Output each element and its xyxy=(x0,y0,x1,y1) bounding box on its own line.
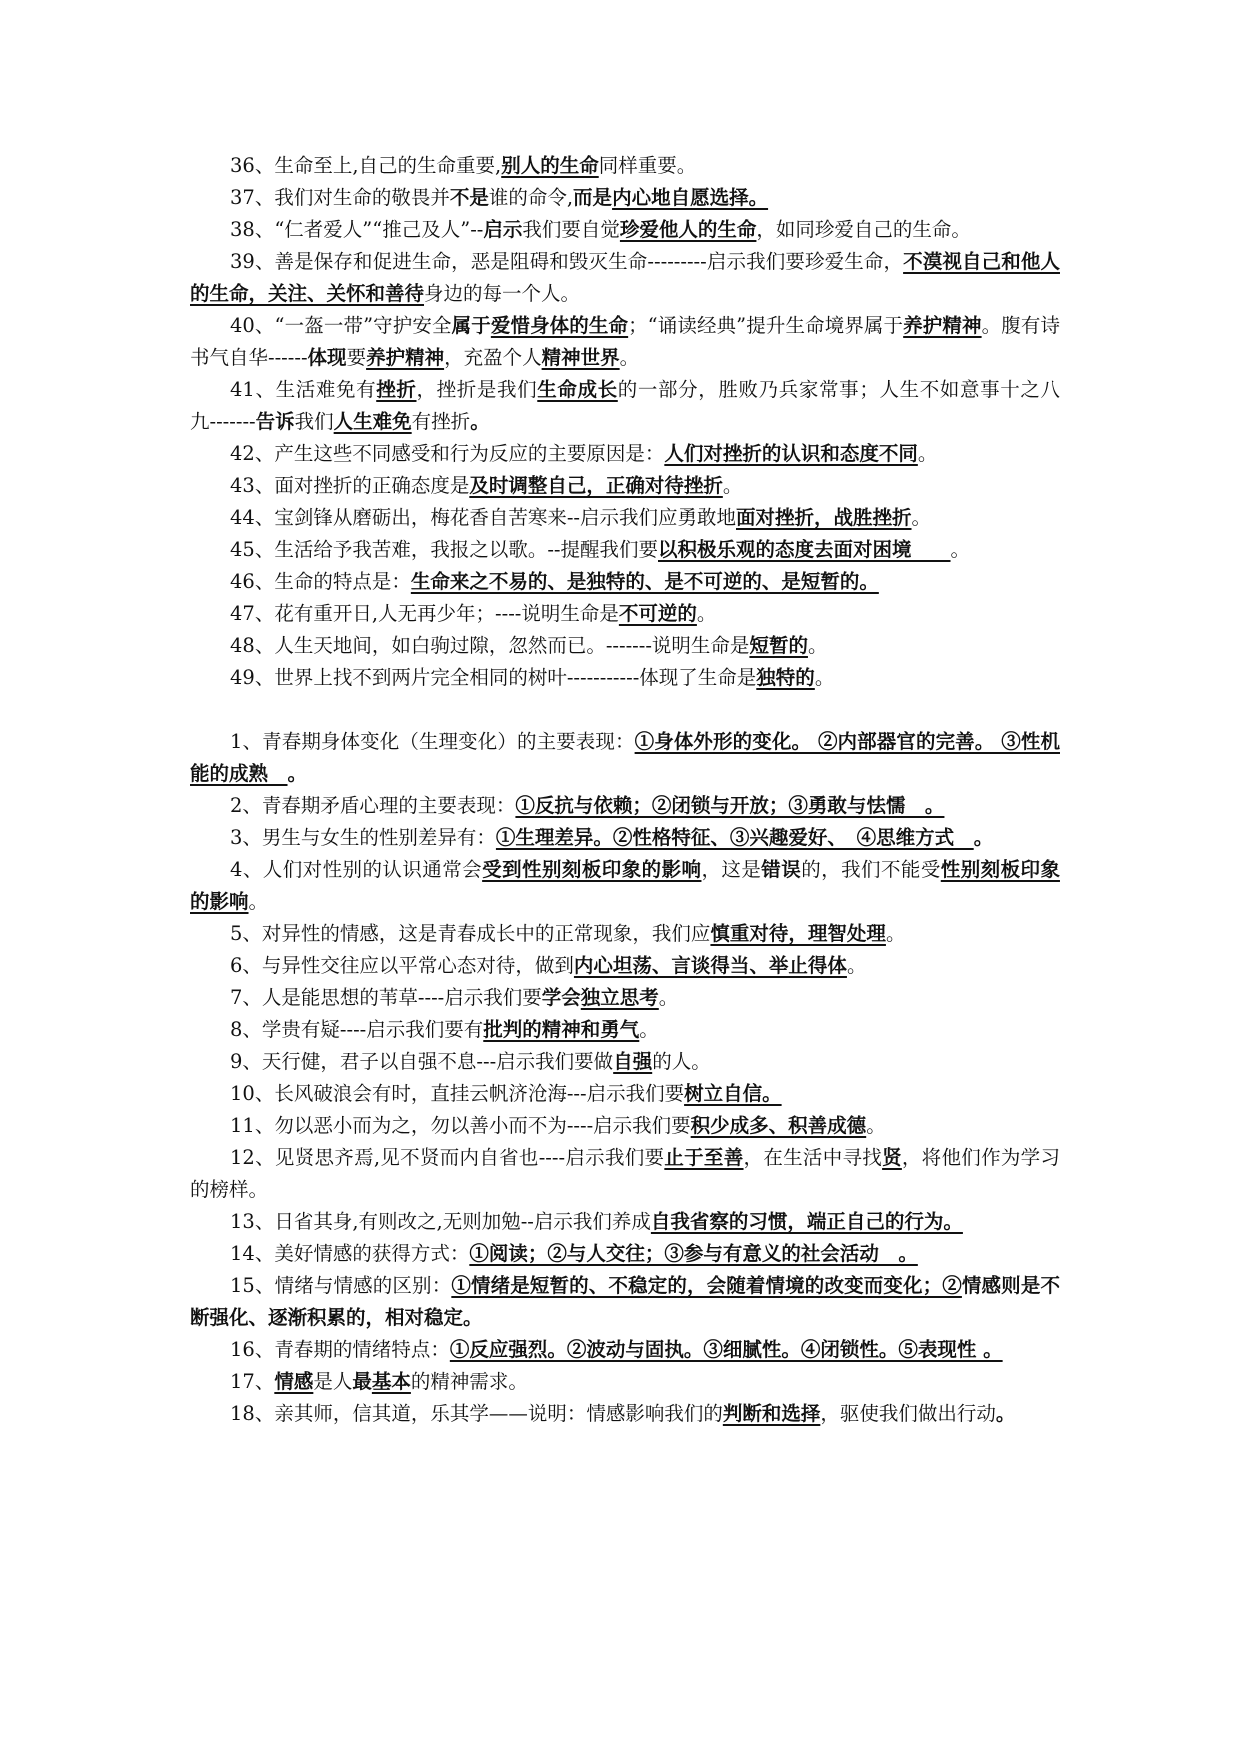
text-segment: 。 xyxy=(248,890,269,913)
text-segment: 36、生命至上,自己的生命重要, xyxy=(230,154,502,177)
bold-text: 而是 xyxy=(573,186,613,209)
text-segment: 。 xyxy=(639,1018,659,1041)
text-segment: 6、与异性交往应以平常心态对待，做到 xyxy=(230,954,574,977)
list-item xyxy=(190,534,1060,566)
text-segment: 49、世界上找不到两片完全相同的树叶-----------体现了生命是 xyxy=(230,666,757,689)
text-segment: 1、青春期身体变化（生理变化）的主要表现： xyxy=(230,730,635,753)
list-item xyxy=(190,630,1060,662)
text-segment: 。 xyxy=(846,954,867,977)
text-segment: 40、“一盔一带”守护安全 xyxy=(230,314,452,337)
text-segment: 4、人们对性别的认识通常会 xyxy=(230,858,483,881)
key-phrase: ①情绪是短暂的、不稳定的，会随着情境的改变而变化；② xyxy=(451,1274,962,1297)
key-phrase: 独立思考 xyxy=(580,986,659,1009)
list-item xyxy=(190,1206,1060,1238)
key-phrase: ①生理差异。②性格特征、③兴趣爱好、 ④思维方式 xyxy=(495,826,974,849)
key-phrase: 面对挫折，战胜挫折 xyxy=(736,506,912,529)
list-item xyxy=(190,214,1060,246)
bold-text: 。 xyxy=(470,410,490,433)
list-item xyxy=(190,950,1060,982)
key-phrase: 爱惜身体的生命 xyxy=(490,314,629,337)
text-segment: 48、人生天地间，如白驹过隙，忽然而已。-------说明生命是 xyxy=(230,634,750,657)
key-phrase: 性别刻板印象的影响 xyxy=(190,858,1060,913)
bold-text: 情感则是不断强化、逐渐积累的，相对稳定。 xyxy=(190,1274,1060,1329)
key-phrase: ①反应强烈。②波动与固执。③细腻性。④闭锁性。⑤表现性 。 xyxy=(449,1338,1003,1361)
text-segment: 3、男生与女生的性别差异有： xyxy=(230,826,496,849)
key-phrase: 人们对挫折的认识和态度不同 xyxy=(664,442,918,465)
key-phrase: 挫折 xyxy=(376,378,417,401)
list-item xyxy=(190,374,1060,438)
key-phrase: 自我省察的习惯，端正自己的行为。 xyxy=(650,1210,963,1233)
text-segment: 2、青春期矛盾心理的主要表现： xyxy=(230,794,516,817)
key-phrase: 贤 xyxy=(882,1146,902,1169)
key-phrase: 情感 xyxy=(274,1370,314,1393)
bold-text: 。 xyxy=(995,1402,1016,1425)
key-phrase: 判断和选择 xyxy=(722,1402,821,1425)
text-segment: 17、 xyxy=(230,1370,275,1393)
list-item xyxy=(190,1366,1060,1398)
text-segment: 16、青春期的情绪特点： xyxy=(230,1338,450,1361)
text-segment: 。 xyxy=(885,922,906,945)
text-segment: 。 xyxy=(911,506,932,529)
key-phrase: 受到性别刻板印象的影响 xyxy=(482,858,702,881)
text-segment: 11、勿以恶小而为之，勿以善小而不为----启示我们要 xyxy=(230,1114,691,1137)
list-item xyxy=(190,502,1060,534)
text-segment: 44、宝剑锋从磨砺出，梅花香自苦寒来--启示我们应勇敢地 xyxy=(230,506,736,529)
key-phrase: 内心坦荡、言谈得当、举止得体 xyxy=(573,954,847,977)
text-segment: 身边的每一个人。 xyxy=(424,282,581,305)
key-phrase: 独特的 xyxy=(756,666,815,689)
text-segment: ；“诵读经典”提升生命境界属于 xyxy=(628,314,904,337)
text-segment: 。 xyxy=(722,474,743,497)
text-segment: 。 xyxy=(619,346,640,369)
bold-text: 告诉 xyxy=(255,410,295,433)
bold-text: 最 xyxy=(352,1370,372,1393)
text-segment: 43、面对挫折的正确态度是 xyxy=(230,474,470,497)
key-phrase: 基本 xyxy=(371,1370,411,1393)
text-segment: 我们 xyxy=(294,410,334,433)
document-page xyxy=(190,150,1060,1430)
list-item xyxy=(190,1238,1060,1270)
text-segment: 45、生活给予我苦难，我报之以歌。--提醒我们要 xyxy=(230,538,658,561)
text-segment: ，充盈个人 xyxy=(444,346,542,369)
key-phrase: 珍爱他人的生命 xyxy=(619,218,757,241)
bold-text: 体现 xyxy=(307,346,347,369)
text-segment: 14、美好情感的获得方式： xyxy=(230,1242,470,1265)
text-segment: 。腹有诗书气自华------ xyxy=(190,314,1060,369)
key-phrase: 不可逆的 xyxy=(618,602,697,625)
text-segment: ，挫折是我们 xyxy=(416,378,538,401)
list-item xyxy=(190,1142,1060,1206)
key-phrase: ①反抗与依赖；②闭锁与开放；③勇敢与怯懦 。 xyxy=(515,794,945,817)
bold-text: 启示 xyxy=(483,218,523,241)
text-segment: 谁的命令, xyxy=(488,186,574,209)
list-item xyxy=(190,726,1060,790)
key-phrase: 精神世界 xyxy=(541,346,620,369)
text-segment: 12、见贤思齐焉,见不贤而内自省也----启示我们要 xyxy=(230,1146,665,1169)
key-phrase: 积少成多、积善成德 xyxy=(690,1114,867,1137)
key-phrase: 生命来之不易的、是独特的、是不可逆的、是短暂的。 xyxy=(410,570,879,593)
list-item xyxy=(190,662,1060,694)
key-phrase: ①阅读；②与人交往；③参与有意义的社会活动 。 xyxy=(469,1242,918,1265)
text-segment: 的精神需求。 xyxy=(410,1370,528,1393)
list-item xyxy=(190,598,1060,630)
list-item xyxy=(190,1334,1060,1366)
text-segment: 。 xyxy=(866,1114,886,1137)
list-item xyxy=(190,1398,1060,1430)
bold-text: 错误 xyxy=(761,858,802,881)
list-item xyxy=(190,182,1060,214)
text-segment: 的人。 xyxy=(652,1050,711,1073)
text-segment: 是人 xyxy=(313,1370,353,1393)
text-segment: 9、天行健，君子以自强不息---启示我们要做 xyxy=(230,1050,614,1073)
key-phrase: 及时调整自己，正确对待挫折 xyxy=(469,474,723,497)
section-2 xyxy=(190,726,1060,1430)
text-segment: 18、亲其师，信其道，乐其学——说明：情感影响我们的 xyxy=(230,1402,723,1425)
list-item xyxy=(190,918,1060,950)
text-segment: 。 xyxy=(658,986,679,1009)
text-segment: ，驱使我们做出行动 xyxy=(820,1402,996,1425)
key-phrase: 别人的生命 xyxy=(501,154,599,177)
text-segment: 有挫折 xyxy=(411,410,471,433)
bold-text: 不是 xyxy=(449,186,489,209)
list-item xyxy=(190,150,1060,182)
list-item xyxy=(190,790,1060,822)
text-segment: 42、产生这些不同感受和行为反应的主要原因是： xyxy=(230,442,665,465)
text-segment: 39、善是保存和促进生命，恶是阻碍和毁灭生命---------启示我们要珍爱生命， xyxy=(230,250,904,273)
text-segment: 。 xyxy=(814,666,835,689)
text-segment: ，将他们作为学习的榜样。 xyxy=(190,1146,1060,1201)
text-segment: 46、生命的特点是： xyxy=(230,570,411,593)
bold-text: 。 xyxy=(287,762,308,785)
list-item xyxy=(190,822,1060,854)
text-segment: ，如同珍爱自己的生命。 xyxy=(756,218,971,241)
list-item xyxy=(190,982,1060,1014)
text-segment: 同样重要。 xyxy=(598,154,697,177)
text-segment: 。 xyxy=(696,602,717,625)
text-segment: 8、学贵有疑----启示我们要有 xyxy=(230,1018,484,1041)
text-segment: 41、生活难免有 xyxy=(230,378,377,401)
text-segment: 的，我们不能受 xyxy=(801,858,941,881)
section-1 xyxy=(190,150,1060,694)
text-segment: 10、长风破浪会有时，直挂云帆济沧海---启示我们要 xyxy=(230,1082,685,1105)
list-item xyxy=(190,246,1060,310)
key-phrase: 以积极乐观的态度去面对困境 xyxy=(658,538,951,561)
bold-text: 学会 xyxy=(541,986,581,1009)
list-item xyxy=(190,1078,1060,1110)
list-item xyxy=(190,566,1060,598)
text-segment: 5、对异性的情感，这是青春成长中的正常现象，我们应 xyxy=(230,922,711,945)
key-phrase: 人生难免 xyxy=(333,410,412,433)
key-phrase: 慎重对待，理智处理 xyxy=(710,922,886,945)
key-phrase: 止于至善 xyxy=(664,1146,744,1169)
text-segment: ，在生活中寻找 xyxy=(743,1146,883,1169)
text-segment: 15、情绪与情感的区别： xyxy=(230,1274,452,1297)
list-item xyxy=(190,854,1060,918)
text-segment: 47、花有重开日,人无再少年；----说明生命是 xyxy=(230,602,619,625)
text-segment: 。 xyxy=(950,538,971,561)
text-segment: 我们要自觉 xyxy=(522,218,620,241)
text-segment: ，这是 xyxy=(701,858,762,881)
key-phrase: 批判的精神和勇气 xyxy=(483,1018,640,1041)
key-phrase: 短暂的 xyxy=(749,634,808,657)
list-item xyxy=(190,1270,1060,1334)
list-item xyxy=(190,1014,1060,1046)
key-phrase: ①身体外形的变化。 ②内部器官的完善。 ③性机能的成熟 xyxy=(190,730,1060,785)
key-phrase: 养护精神 xyxy=(366,346,445,369)
list-item xyxy=(190,310,1060,374)
key-phrase: 树立自信。 xyxy=(684,1082,782,1105)
key-phrase: 不漠视自己和他人的生命，关注、关怀和善待 xyxy=(190,250,1060,305)
text-segment: 7、人是能思想的苇草----启示我们要 xyxy=(230,986,542,1009)
text-segment: 要 xyxy=(346,346,367,369)
bold-text: 。 xyxy=(973,826,994,849)
list-item xyxy=(190,470,1060,502)
text-segment: 13、日省其身,有则改之,无则加勉--启示我们养成 xyxy=(230,1210,651,1233)
text-segment: 。 xyxy=(917,442,938,465)
text-segment: 。 xyxy=(807,634,828,657)
text-segment: 37、我们对生命的敬畏并 xyxy=(230,186,450,209)
list-item xyxy=(190,438,1060,470)
key-phrase: 内心地自愿选择。 xyxy=(612,186,769,209)
bold-text: 属于 xyxy=(451,314,491,337)
text-segment: 的一部分，胜败乃兵家常事；人生不如意事十之八九------- xyxy=(190,378,1060,433)
key-phrase: 生命成长 xyxy=(537,378,618,401)
list-item xyxy=(190,1046,1060,1078)
key-phrase: 自强 xyxy=(613,1050,653,1073)
text-segment: 38、“仁者爱人”“推己及人”-- xyxy=(230,218,484,241)
list-item xyxy=(190,1110,1060,1142)
key-phrase: 养护精神 xyxy=(903,314,982,337)
